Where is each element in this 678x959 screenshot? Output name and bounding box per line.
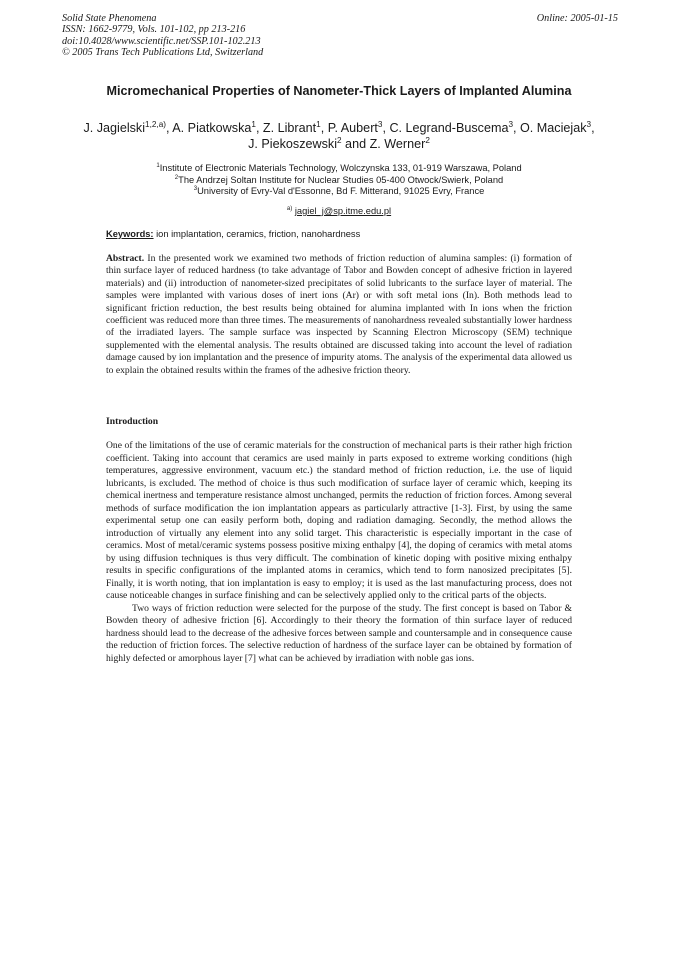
- abstract-label: Abstract.: [106, 253, 145, 264]
- issn-line: ISSN: 1662-9779, Vols. 101-102, pp 213-216: [62, 24, 246, 36]
- keywords-line: [106, 229, 576, 239]
- author-name: , P. Aubert: [320, 121, 378, 135]
- online-date: Online: 2005-01-15: [536, 13, 618, 24]
- doi-line: doi:10.4028/www.scientific.net/SSP.101-102.213: [62, 35, 261, 47]
- corresponding-email: $^{a)}$ jagiel_j@sp.itme.edu.pl: [286, 205, 392, 216]
- keywords-label: Keywords:: [106, 229, 154, 239]
- author-affil-mark: 1,2,a): [145, 119, 166, 129]
- paper-title: Micromechanical Properties of Nanometer-Thick Layers of Implanted Alumina: [106, 84, 572, 98]
- author-list: [80, 121, 598, 152]
- affiliation-3: $^3$University of Evry-Val d'Essonne, Bd F. Mitterand, 91025 Evry, France: [193, 185, 485, 196]
- author-name: , J. Piekoszewski: [248, 121, 595, 151]
- author-affil-mark: 2: [337, 135, 342, 145]
- paragraph: One of the limitations of the use of ceramic materials for the construction of mechanical parts is their rather high friction coefficient. Taking into account that ceramics are used mainly in parts exposed to extreme working conditions (high temperatures, aggressive environment, vacuum etc.) the standard method of friction reduction, i.e. the use of liquid lubricants, is excluded. The method of choice is thus such modification of surface layer of ceramic which, keeping its chemical inertness and temperature resistance almost unchanged, permits the reduction of friction forces. Among several methods of surface modification the ion implantation appears as particularly attractive [1-3]. First, by using the same experimental setup one can easily perform both, doping and radiation damaging. Secondly, the method allows the introduction of virtually any element into any solid target. This characteristic is especially important in the case of ceramics. Most of metal/ceramic systems possess positive mixing enthalpy [4], the doping of ceramics with metal atoms by using diffusion techniques is thus very difficult. The combination of kinetic doping with positive mixing enthalpy results in specific configurations of the implanted atoms in ceramics, which tend to form nanosized precipitates [5]. Finally, it is worth noting, that ion implantation is easy to employ; it is used as the last manufacturing process, does not cause noticeable changes in surface finishing and can be selectively applied only to the critical parts of the objects.: [106, 440, 572, 601]
- affiliation-2: $^2$The Andrzej Soltan Institute for Nuclear Studies 05-400 Otwock/Swierk, Poland: [174, 174, 504, 185]
- abstract: [106, 253, 572, 377]
- affiliations: [80, 163, 598, 198]
- abstract-text: In the presented work we examined two methods of friction reduction of alumina samples: (i) formation of thin surface layer of reduced hardness (to take advantage of Tabor and Bowden concept of adhesive friction in layered materials) and (ii) introduction of nanometer-sized precipitates of solid lubricants to the surface layer of material. The samples were implanted with various doses of inert ions (Ar) or with soft metal ions (In). Both methods lead to significant friction reduction, the best results being obtained for alumina implanted with In ions when the friction coefficient was reduced more than three times. The measurements of nanohardness revealed substantially lower hardness of the irradiated layers. The sample surface was inspected by Scanning Electron Microscopy (SEM) technique supplemented with the elemental analysis. The results obtained are discussed taking into account the level of radiation damage caused by ion implantation and the presence of impurity atoms. The analysis of the experimental data allowed us to explain the obtained results within the frames of the adhesive friction theory.: [106, 253, 572, 376]
- journal-name: Solid State Phenomena: [62, 13, 157, 24]
- page-header: [62, 13, 618, 58]
- copyright-line: © 2005 Trans Tech Publications Ltd, Switzerland: [62, 46, 264, 58]
- author-name: , C. Legrand-Buscema: [382, 121, 509, 135]
- author-affil-mark: 1: [251, 119, 256, 129]
- affiliation-1: $^1$Institute of Electronic Materials Technology, Wolczynska 133, 01-919 Warszawa, Poland: [156, 162, 522, 173]
- keywords-text: ion implantation, ceramics, friction, nanohardness: [153, 229, 361, 239]
- author-name: , Z. Librant: [255, 121, 317, 135]
- author-affil-mark: 3: [586, 119, 592, 129]
- introduction-body: [106, 440, 572, 665]
- author-name: and Z. Werner: [341, 136, 426, 151]
- author-affil-mark: 3: [377, 119, 383, 129]
- author-name: J. Jagielski: [83, 121, 146, 135]
- author-affil-mark: 1: [316, 119, 321, 129]
- section-heading-introduction: Introduction: [106, 416, 159, 427]
- email-link[interactable]: jagiel_j@sp.itme.edu.pl: [294, 206, 392, 216]
- author-name: , A. Piatkowska: [165, 121, 252, 135]
- author-affil-mark: 3: [508, 119, 514, 129]
- author-affil-mark: 2: [425, 135, 430, 145]
- author-name: , O. Maciejak: [513, 121, 587, 135]
- paragraph: Two ways of friction reduction were selected for the purpose of the study. The first concept is based on Tabor & Bowden theory of adhesive friction [6]. Accordingly to their theory the formation of thin surface layer of reduced hardness should lead to the decrease of the adhesive forces between sample and countersample and in consequence cause the reduction of friction forces. The selective reduction of hardness of the surface layer can be obtained by formation of highly defected or amorphous layer [7] what can be achieved by irradiation with noble gas ions.: [106, 602, 572, 664]
- header-citation: [62, 13, 618, 58]
